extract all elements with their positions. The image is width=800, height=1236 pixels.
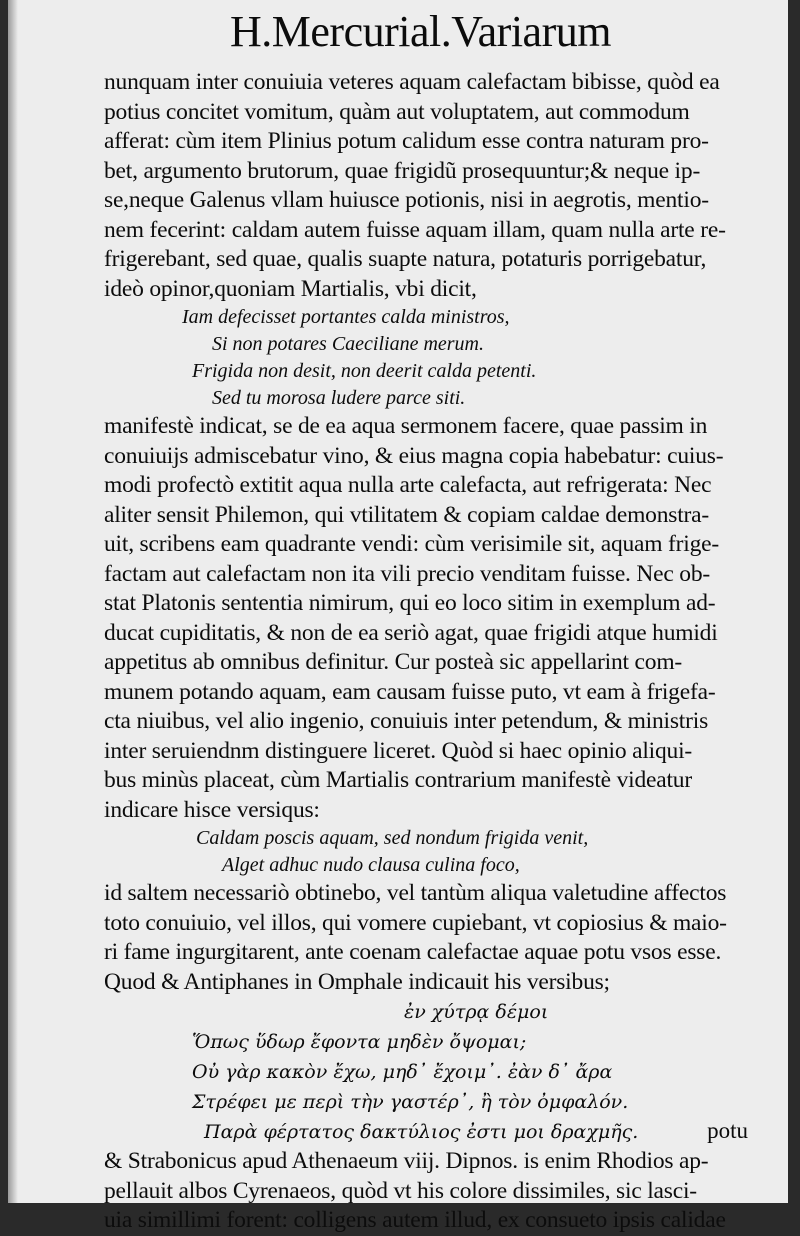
paragraph-3 (104, 879, 782, 997)
page-edge-shadow (8, 0, 18, 1203)
verse-line: Alget adhuc nudo clausa culina foco, (222, 854, 520, 876)
verse-quote-1 (104, 304, 782, 412)
catchword: potu (707, 1118, 748, 1143)
text-line: modi profectò extitit aqua nulla arte calefacta, aut refrigerata: Nec (104, 472, 712, 498)
verse-line: Si non potares Caeciliane merum. (212, 333, 485, 355)
text-line: id saltem necessariò obtinebo, vel tantùm aliqua valetudine affectos (104, 880, 727, 906)
verse-line: Caldam poscis aquam, sed nondum frigida venit, (196, 827, 589, 849)
text-line: nem fecerint: caldam autem fuisse aquam illam, quam nulla arte re- (104, 216, 726, 243)
verse-line: Iam defecisset portantes calda ministros, (182, 306, 510, 328)
text-line: bet, argumento brutorum, quae frigidũ prosequuntur;& neque ip- (104, 157, 701, 184)
running-head: H.Mercurial.Variarum (230, 7, 611, 56)
text-line: & Strabonicus apud Athenaeum viij. Dipnos. is enim Rhodios ap- (104, 1148, 709, 1174)
verse-line: Frigida non desit, non deerit calda petenti. (192, 360, 537, 382)
text-line: pellauit albos Cyrenaeos, quòd vt his colore dissimiles, sic lasci- (104, 1177, 697, 1204)
text-line: manifestè indicat, se de ea aqua sermonem facere, quae passim in (104, 413, 708, 439)
text-line: nunquam inter conuiuia veteres aquam calefactam bibisse, quòd ea (104, 69, 720, 95)
text-line: ducat cupiditatis, & non de ea seriò agat, quae frigidi atque humidi (104, 619, 718, 646)
book-page (8, 0, 788, 1233)
greek-quote (104, 997, 782, 1147)
greek-line: Ὅπως ὕδωρ ἔφοντα μηδὲν ὄψομαι; (192, 1031, 527, 1053)
text-line: stat Platonis sententia nimirum, qui eo loco sitim in exemplum ad- (104, 590, 716, 616)
text-line: conuiuijs admiscebatur vino, & eius magna copia habebatur: cuius- (104, 442, 724, 469)
text-line: Quod & Antiphanes in Omphale indicauit his versibus; (104, 968, 610, 995)
paragraph-1 (104, 68, 782, 304)
greek-line: ἐν χύτρᾳ δέμοι (404, 1001, 549, 1023)
text-line: afferat: cùm item Plinius potum calidum esse contra naturam pro- (104, 128, 709, 154)
text-line: toto conuiuio, vel illos, qui vomere cupiebant, vt copiosius & maio- (104, 909, 727, 936)
text-line: bus minùs placeat, cùm Martialis contrarium manifestè videatur (104, 767, 692, 793)
text-line: indicare hisce versiqus: (104, 796, 320, 823)
verse-line: Sed tu morosa ludere parce siti. (212, 387, 466, 409)
text-line: uia simillimi forent: colligens autem illud, ex consueto ipsis calidae (104, 1207, 726, 1233)
text-line: appetitus ab omnibus definitur. Cur posteà sic appellarint com- (104, 649, 683, 675)
page-text (104, 68, 782, 1236)
text-line: munem potando aquam, eam causam fuisse puto, vt eam à frigefa- (104, 678, 716, 705)
text-line: potius concitet vomitum, quàm aut voluptatem, aut commodum (104, 98, 690, 125)
text-line: aliter sensit Philemon, qui vtilitatem & copiam caldae demonstra- (104, 501, 710, 528)
text-line: cta niuibus, vel alio ingenio, conuiuis inter petendum, & ministris (104, 708, 709, 734)
paragraph-2 (104, 412, 782, 825)
paragraph-4 (104, 1147, 782, 1236)
greek-line: Στρέφει με περὶ τὴν γαστέρ᾽, ἢ τὸν ὀμφαλόν. (192, 1091, 629, 1113)
text-line: se,neque Galenus vllam huiusce potionis, nisi in aegrotis, mentio- (104, 187, 709, 213)
text-line: frigerebant, sed quae, qualis suapte natura, potaturis porrigebatur, (104, 246, 707, 272)
verse-quote-2 (104, 825, 782, 879)
greek-line: Παρὰ φέρτατος δακτύλιος ἐστι μοι δραχμῆς. (204, 1121, 639, 1143)
text-line: inter seruiendnm distinguere liceret. Quòd si haec opinio aliqui- (104, 737, 693, 764)
text-line: uit, scribens eam quadrante vendi: cùm verisimile sit, aquam frige- (104, 531, 720, 557)
text-line: ri fame ingurgitarent, ante coenam calefactae aquae potu vsos esse. (104, 939, 722, 965)
text-line: ideò opinor,quoniam Martialis, vbi dicit, (104, 275, 477, 302)
text-line: factam aut calefactam non ita vili precio venditam fuisse. Nec ob- (104, 560, 711, 587)
greek-line: Οὐ γὰρ κακὸν ἔχω, μηδ᾽ ἔχοιμ᾽. ἐὰν δ᾽ ἄρα (192, 1061, 613, 1083)
